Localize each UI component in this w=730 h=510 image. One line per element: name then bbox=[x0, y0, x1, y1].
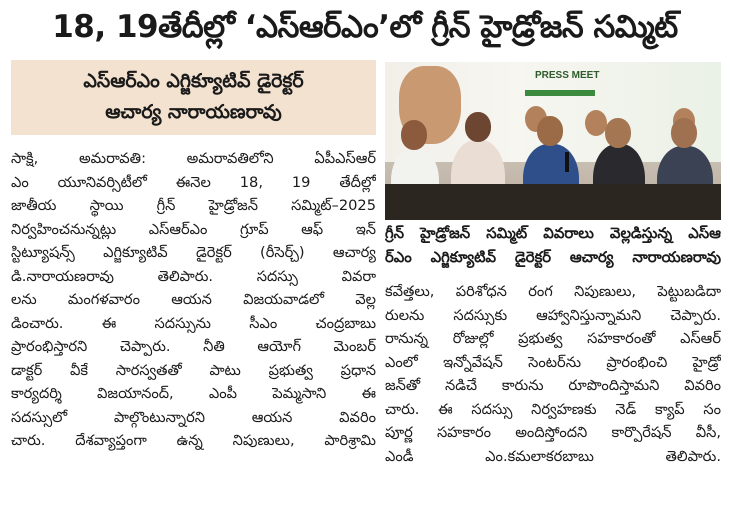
banner-thumbnail bbox=[585, 110, 607, 136]
press-meet-photo bbox=[385, 62, 721, 220]
person-3-head bbox=[537, 116, 563, 146]
article-line: జన్‌తో నడిచే కారును రూపొందిస్తామని వివరిం bbox=[385, 377, 721, 394]
article-column-right bbox=[385, 280, 721, 468]
article-column-left bbox=[11, 147, 376, 453]
caption-line: ర్‌ఎం ఎగ్జిక్యూటివ్ డైరెక్టర్ ఆచార్య నారాయణరావు bbox=[385, 249, 721, 266]
article-line: కార్యదర్శి విజయానంద్, ఎంపీ పెమ్మసాని ఈ bbox=[11, 385, 376, 402]
kicker-line-1: ఎస్‌ఆర్‌ఎం ఎగ్జిక్యూటివ్ డైరెక్టర్ bbox=[83, 70, 304, 92]
article-line: ఎంలో ఇన్నోవేషన్ సెంటర్‌ను ప్రారంభించి హైడ్రో bbox=[385, 353, 721, 371]
kicker-line-2: ఆచార్య నారాయణరావు bbox=[105, 101, 282, 123]
article-line: డించారు. ఈ సదస్సును సీఎం చంద్రబాబు bbox=[11, 314, 376, 332]
person-1-head bbox=[401, 120, 427, 150]
article-line: రానున్న రోజుల్లో ప్రభుత్వ సహకారంతో ఎస్‌ఆర్‌ bbox=[385, 330, 721, 347]
article-line: డి.నారాయణరావు తెలిపారు. సదస్సు వివరా bbox=[11, 267, 376, 285]
article-line: కవేత్తలు, పరిశోధన రంగ నిపుణులు, పెట్టుబడిదా bbox=[385, 283, 721, 300]
article-line: స్టిట్యూషన్స్ ఎగ్జిక్యూటివ్ డైరెక్టర్ (రీసెర్చ్) ఆచార్య bbox=[11, 244, 376, 261]
article-line: సదస్సులో పాల్గొంటున్నారని ఆయన వివరిం bbox=[11, 408, 376, 426]
microphone bbox=[565, 152, 569, 172]
kicker-box bbox=[11, 60, 376, 135]
caption-line: గ్రీన్ హైడ్రోజన్ సమ్మిట్ వివరాలు వెల్లడిస్తున్న ఎస్‌ఆ bbox=[385, 225, 721, 242]
banner-stripe bbox=[525, 90, 595, 96]
article-line: పూర్ణ సహకారం అందిస్తోందని కార్పొరేషన్ వీసీ, bbox=[385, 424, 721, 441]
article-line: జాతీయ స్థాయి గ్రీన్ హైడ్రోజన్ సమ్మిట్–2025 bbox=[11, 197, 376, 214]
article-line: సాక్షి, అమరావతి: అమరావతిలోని ఏపీఎస్‌ఆర్‌ bbox=[11, 150, 376, 167]
person-5-head bbox=[671, 118, 697, 148]
article-line: రులను సదస్సుకు ఆహ్వానిస్తున్నామని చెప్పారు. bbox=[385, 306, 721, 324]
press-table bbox=[385, 184, 721, 220]
article-line: చారు. దేశవ్యాప్తంగా ఉన్న నిపుణులు, పారిశ్రామి bbox=[11, 432, 376, 449]
article-line: ప్రారంభిస్తారని చెప్పారు. నీతి ఆయోగ్ మెంబర్ bbox=[11, 338, 376, 355]
person-2-head bbox=[465, 112, 491, 142]
photo-caption bbox=[385, 222, 721, 270]
article-line: డాక్టర్ వీకే సారస్వతతో పాటు ప్రభుత్వ ప్రధాన bbox=[11, 361, 376, 379]
article-line: ఎండీ ఎం.కమలాకరబాబు తెలిపారు. bbox=[385, 447, 721, 465]
article-line: లను మంగళవారం ఆయన విజయవాడలో వెల్ల bbox=[11, 291, 376, 308]
person-4-head bbox=[605, 118, 631, 148]
banner-press-meet-text: PRESS MEET bbox=[535, 70, 600, 81]
article-line: ఎం యూనివర్సిటీలో ఈనెల 18, 19 తేదీల్లో bbox=[11, 173, 376, 191]
article-line: చారు. ఈ సదస్సు నిర్వహణకు నెడ్ క్యాప్ సం bbox=[385, 400, 721, 418]
headline: 18, 19తేదీల్లో ‘ఎస్‌ఆర్‌ఎం’లో గ్రీన్ హైడ్రోజన్ సమ్మిట్ bbox=[52, 9, 678, 45]
article-line: నిర్వహించనున్నట్లు ఎస్‌ఆర్‌ఎం గ్రూప్ ఆఫ్ ఇన్ bbox=[11, 220, 376, 238]
